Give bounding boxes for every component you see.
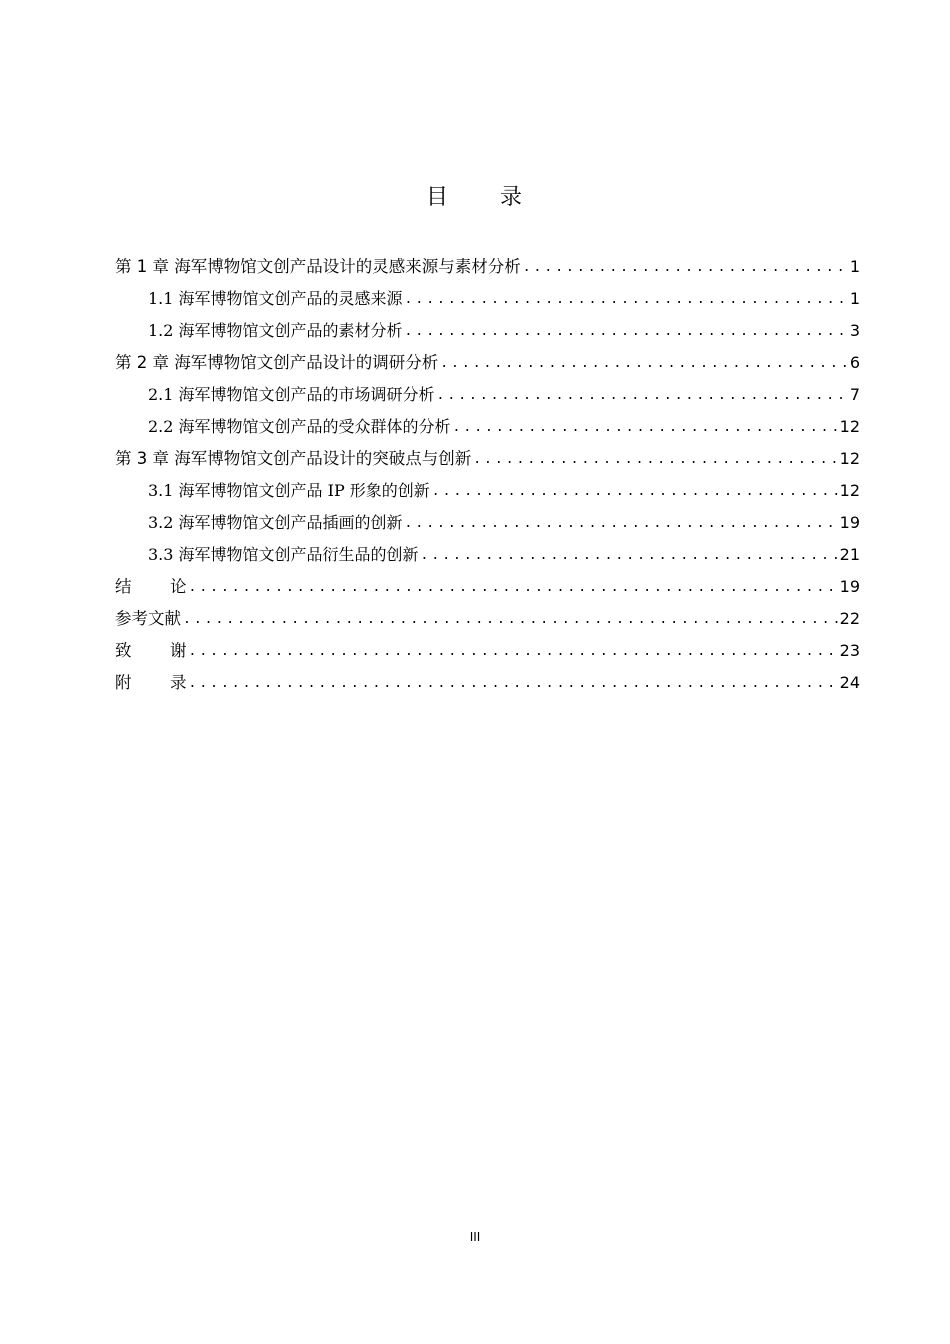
leader-dots <box>440 354 848 374</box>
leader-dots <box>432 482 838 502</box>
toc-entry-page: 1 <box>849 289 860 308</box>
leader-dots <box>437 386 848 406</box>
toc-entry-conclusion[interactable] <box>115 566 860 598</box>
toc-entry-chapter-1[interactable] <box>115 246 860 278</box>
toc-entry-page: 21 <box>839 545 860 564</box>
toc-entry-label: 3.3 海军博物馆文创产品衍生品的创新 <box>148 545 419 564</box>
toc-entry-page: 6 <box>849 353 860 372</box>
toc-entry-label: 第 2 章 海军博物馆文创产品设计的调研分析 <box>115 353 439 372</box>
toc-entry-2-2[interactable] <box>115 406 860 438</box>
leader-dots <box>473 450 837 470</box>
toc-entry-page: 1 <box>849 257 860 276</box>
toc-entry-page: 7 <box>849 385 860 404</box>
toc-entry-chapter-2[interactable] <box>115 342 860 374</box>
toc-entry-label: 2.2 海军博物馆文创产品的受众群体的分析 <box>148 417 451 436</box>
toc-entry-3-2[interactable] <box>115 502 860 534</box>
toc-entry-label: 2.1 海军博物馆文创产品的市场调研分析 <box>148 385 435 404</box>
leader-dots <box>421 546 838 566</box>
toc-entry-label: 参考文献 <box>115 609 181 628</box>
page-title-part1: 目 <box>425 185 450 210</box>
toc-entry-label: 第 1 章 海军博物馆文创产品设计的灵感来源与素材分析 <box>115 257 521 276</box>
toc-entry-acknowledgements[interactable] <box>115 630 860 662</box>
toc-entry-page: 24 <box>839 673 860 692</box>
toc-entry-page: 22 <box>839 609 860 628</box>
leader-dots <box>405 514 838 534</box>
toc-entry-label: 1.2 海军博物馆文创产品的素材分析 <box>148 321 403 340</box>
toc-entry-1-2[interactable] <box>115 310 860 342</box>
toc-entry-2-1[interactable] <box>115 374 860 406</box>
toc-entry-page: 12 <box>839 417 860 436</box>
toc-entry-label: 第 3 章 海军博物馆文创产品设计的突破点与创新 <box>115 449 472 468</box>
toc-entry-page: 19 <box>839 513 860 532</box>
toc-entry-references[interactable] <box>115 598 860 630</box>
toc-entry-label: 结 论 <box>115 577 187 596</box>
page-title <box>0 180 950 211</box>
leader-dots <box>189 674 838 694</box>
page-number: III <box>469 1230 481 1244</box>
table-of-contents <box>115 246 860 694</box>
toc-entry-label: 致 谢 <box>115 641 187 660</box>
leader-dots <box>183 610 838 630</box>
leader-dots <box>189 578 838 598</box>
toc-entry-label: 3.1 海军博物馆文创产品 IP 形象的创新 <box>148 481 430 500</box>
toc-entry-chapter-3[interactable] <box>115 438 860 470</box>
toc-entry-page: 19 <box>839 577 860 596</box>
toc-entry-3-3[interactable] <box>115 534 860 566</box>
leader-dots <box>405 322 848 342</box>
toc-entry-page: 12 <box>839 449 860 468</box>
toc-entry-page: 23 <box>839 641 860 660</box>
leader-dots <box>405 290 848 310</box>
toc-entry-label: 3.2 海军博物馆文创产品插画的创新 <box>148 513 403 532</box>
leader-dots <box>453 418 838 438</box>
toc-entry-page: 12 <box>839 481 860 500</box>
toc-entry-1-1[interactable] <box>115 278 860 310</box>
toc-entry-page: 3 <box>849 321 860 340</box>
page-title-part2: 录 <box>500 185 525 210</box>
leader-dots <box>189 642 838 662</box>
toc-entry-appendix[interactable] <box>115 662 860 694</box>
leader-dots <box>523 258 848 278</box>
toc-entry-3-1[interactable] <box>115 470 860 502</box>
toc-entry-label: 附 录 <box>115 673 187 692</box>
toc-entry-label: 1.1 海军博物馆文创产品的灵感来源 <box>148 289 403 308</box>
